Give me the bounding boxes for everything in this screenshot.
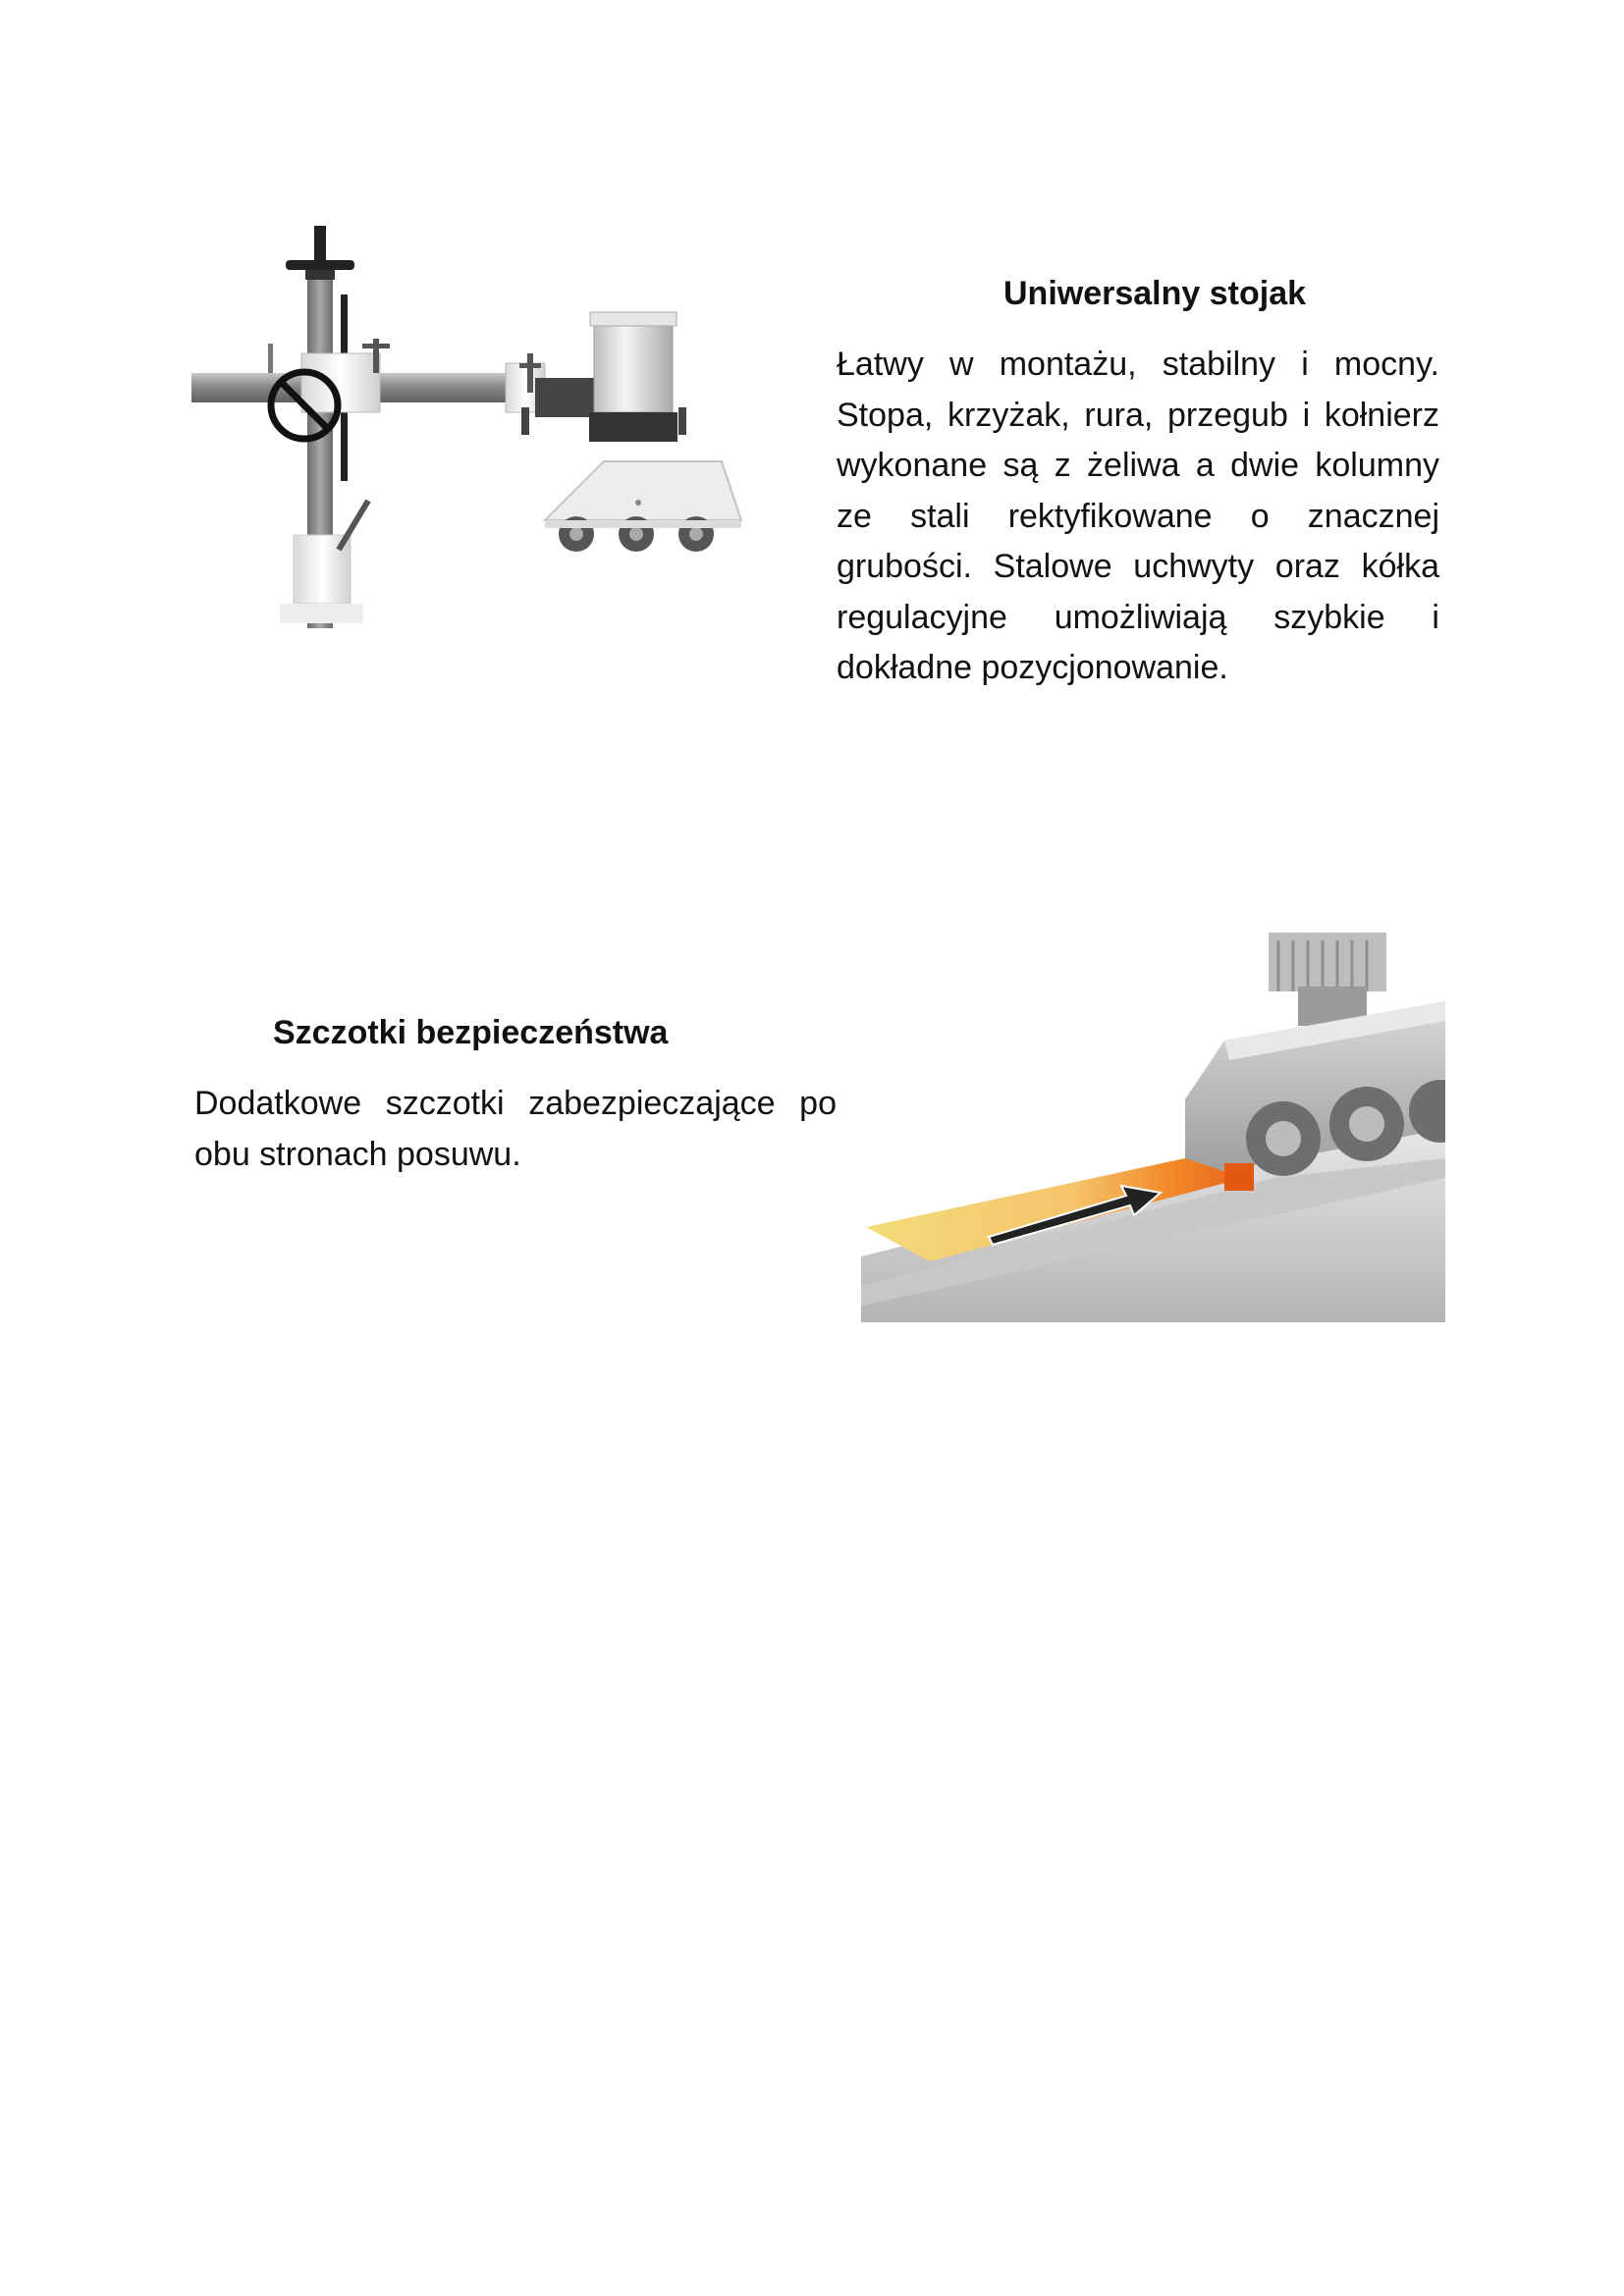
universal-stand-image [191,216,761,628]
safety-brushes-image [861,933,1445,1322]
section1-title: Uniwersalny stojak [1003,275,1307,312]
section2-title: Szczotki bezpieczeństwa [273,1014,669,1051]
section2-body: Dodatkowe szczotki zabezpieczające po obu stronach posuwu. [194,1085,837,1173]
section1-body: Łatwy w montażu, stabilny i mocny. Stopa, krzyżak, rura, przegub i kołnierz wykonane są z żeliwa a dwie kolumny ze stali rektyfikowane o znacznej grubości. Stalowe uchwyty oraz kółka regulacyjne umożliwiają szybkie i dokładne pozycjonowanie. [837,346,1439,686]
